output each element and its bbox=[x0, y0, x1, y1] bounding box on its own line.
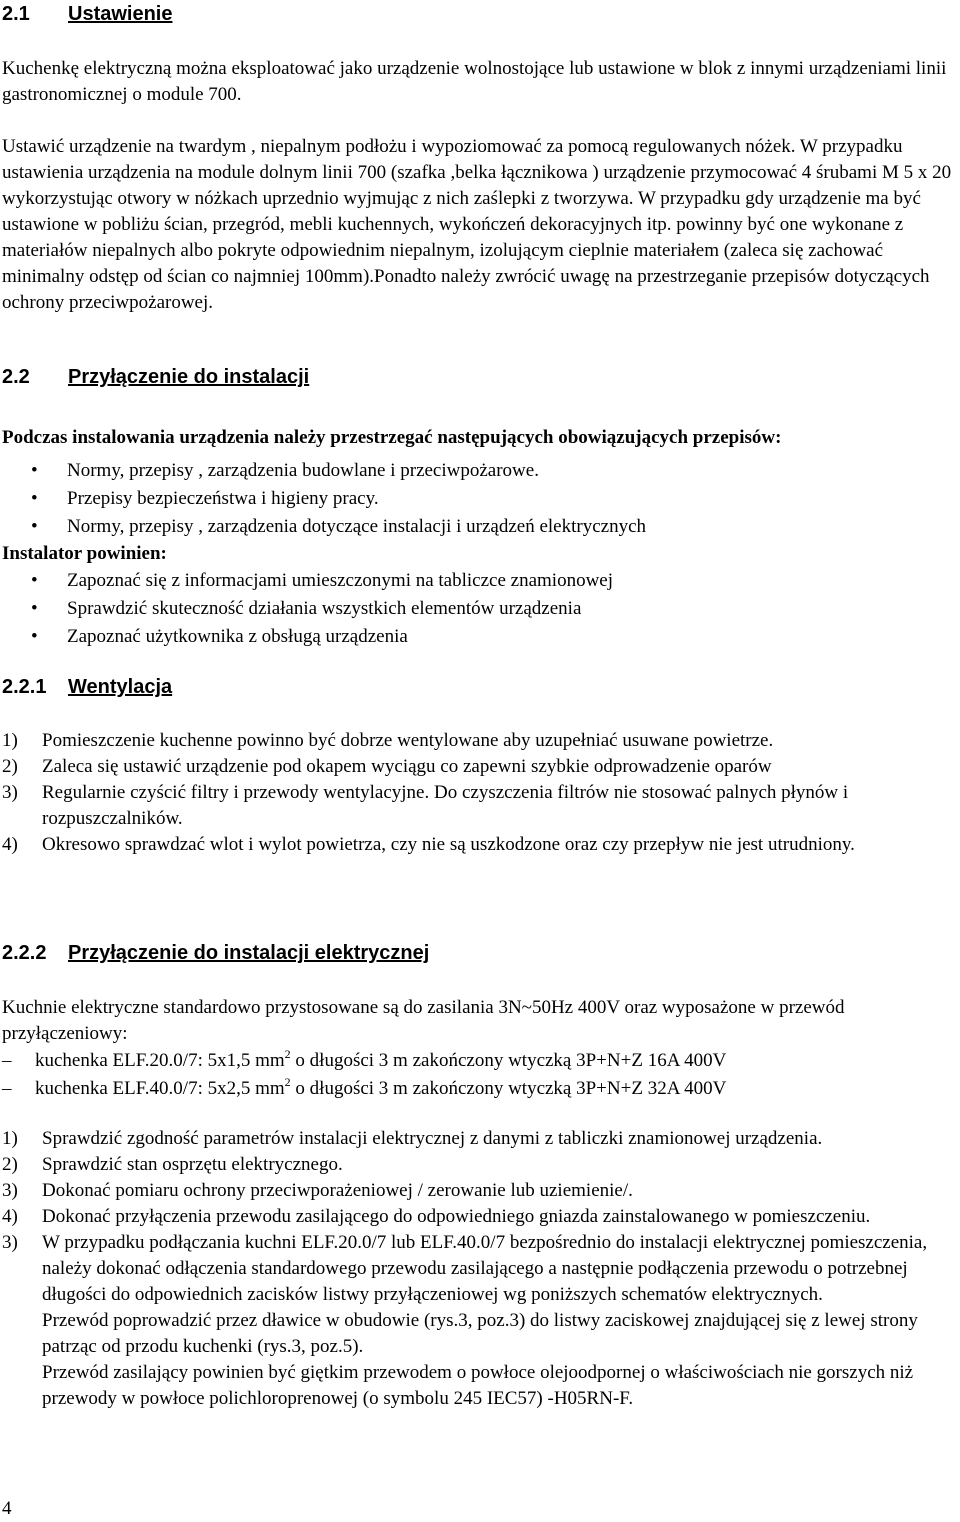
installer-heading: Instalator powinien: bbox=[2, 543, 167, 564]
section-heading-2-2 bbox=[2, 365, 309, 389]
section-number: 2.1 bbox=[2, 3, 30, 25]
bullet-icon: • bbox=[31, 626, 38, 647]
list-item: 2) Sprawdzić stan osprzętu elektrycznego. bbox=[2, 1154, 343, 1175]
section-heading-2-1 bbox=[2, 2, 172, 26]
section-title: Wentylacja bbox=[68, 676, 173, 698]
list-item: – kuchenka ELF.40.0/7: 5x2,5 $mm^2$ o długości 3 m zakończony wtyczką 3P+N+Z 32A 400V bbox=[0, 1076, 950, 1104]
list-item: • Sprawdzić skuteczność działania wszystkich elementów urządzenia bbox=[0, 596, 950, 624]
list-item: 1) Pomieszczenie kuchenne powinno być dobrze wentylowane aby uzupełniać usuwane powietrze. bbox=[2, 730, 774, 751]
installer-duties-list bbox=[0, 568, 950, 652]
list-item: – kuchenka ELF.20.0/7: 5x1,5 $mm^2$ o długości 3 m zakończony wtyczką 3P+N+Z 16A 400V bbox=[0, 1048, 950, 1076]
ventilation-list bbox=[0, 728, 950, 858]
section-heading-2-2-2 bbox=[2, 941, 429, 965]
page-number: 4 bbox=[2, 1498, 12, 1519]
section-title: Przyłączenie do instalacji bbox=[68, 366, 310, 388]
dash-icon: – bbox=[2, 1050, 12, 1071]
list-item: 3) Dokonać pomiaru ochrony przeciwporażeniowej / zerowanie lub uziemienie/. bbox=[2, 1180, 633, 1201]
section-title: Przyłączenie do instalacji elektrycznej bbox=[68, 942, 430, 964]
list-item: 2) Zaleca się ustawić urządzenie pod okapem wyciągu co zapewni szybkie odprowadzenie oparów bbox=[2, 756, 772, 777]
bullet-icon: • bbox=[31, 488, 38, 509]
paragraph-placement-intro: Kuchenkę elektryczną można eksploatować jako urządzenie wolnostojące lub ustawione w blok z innymi urządzeniami linii gastronomicznej o module 700. bbox=[2, 58, 947, 105]
list-item: • Przepisy bezpieczeństwa i higieny pracy. bbox=[0, 486, 950, 514]
regulations-lead: Podczas instalowania urządzenia należy przestrzegać następujących obowiązujących przepisów: bbox=[2, 427, 782, 448]
electrical-steps-list bbox=[0, 1126, 950, 1412]
bullet-icon: • bbox=[31, 598, 38, 619]
dash-icon: – bbox=[2, 1078, 12, 1099]
list-item: 3) W przypadku podłączania kuchni ELF.20.0/7 lub ELF.40.0/7 bezpośrednio do instalacji elektrycznej pomieszczenia, należy dokonać odłączenia standardowego przewodu zasilającego a następnie podłączenia przewodu o potrzebnej długości do odpowiednich zacisków listwy przyłączeniowej wg poniższych schematów elektrycznych. Przewód poprowadzić przez dławice w obudowie (rys.3, poz.3) do listwy zaciskowej znajdującej się z lewej strony patrząc od przodu kuchenki (rys.3, poz.5). Przewód zasilający powinien być giętkim przewodem o powłoce olejoodpornej o właściwościach nie gorszych niż przewody w powłoce polichloroprenowej (o symbolu 245 IEC57) -H05RN-F. bbox=[2, 1232, 928, 1409]
list-item: • Zapoznać użytkownika z obsługą urządzenia bbox=[0, 624, 950, 652]
cable-list bbox=[0, 1048, 950, 1104]
list-item: • Normy, przepisy , zarządzenia dotyczące instalacji i urządzeń elektrycznych bbox=[0, 514, 950, 542]
section-number: 2.2.1 bbox=[2, 676, 47, 698]
bullet-icon: • bbox=[31, 516, 38, 537]
section-title: Ustawienie bbox=[68, 3, 173, 25]
list-item: • Zapoznać się z informacjami umieszczonymi na tabliczce znamionowej bbox=[0, 568, 950, 596]
section-number: 2.2.2 bbox=[2, 942, 47, 964]
section-number: 2.2 bbox=[2, 366, 30, 388]
section-heading-2-2-1 bbox=[2, 675, 172, 699]
list-item: 4) Dokonać przyłączenia przewodu zasilającego do odpowiedniego gniazda zainstalowanego w pomieszczeniu. bbox=[2, 1206, 871, 1227]
list-item: 3) Regularnie czyścić filtry i przewody wentylacyjne. Do czyszczenia filtrów nie stosować palnych płynów i rozpuszczalników. bbox=[2, 782, 849, 829]
bullet-icon: • bbox=[31, 460, 38, 481]
bullet-icon: • bbox=[31, 570, 38, 591]
regulations-list bbox=[0, 458, 950, 542]
list-item: • Normy, przepisy , zarządzenia budowlane i przeciwpożarowe. bbox=[0, 458, 950, 486]
electrical-intro: Kuchnie elektryczne standardowo przystosowane są do zasilania 3N~50Hz 400V oraz wyposażone w przewód przyłączeniowy: bbox=[2, 997, 845, 1044]
paragraph-placement-details: Ustawić urządzenie na twardym , niepalnym podłożu i wypoziomować za pomocą regulowanych nóżek. W przypadku ustawienia urządzenia na module dolnym linii 700 (szafka ,belka łącznikowa ) urządzenie przymocować 4 śrubami M 5 x 20 wykorzystując otwory w nóżkach uprzednio wyjmując z nich zaślepki z tworzywa. W przypadku gdy urządzenie ma być ustawione w pobliżu ścian, przegród, mebli kuchennych, wykończeń dekoracyjnych itp. powinny być one wykonane z materiałów niepalnych albo pokryte odpowiednim niepalnym, izolującym cieplnie materiałem (zaleca się zachować minimalny odstęp od ścian co najmniej 100mm).Ponadto należy zwrócić uwagę na przestrzeganie przepisów dotyczących ochrony przeciwpożarowej. bbox=[2, 136, 952, 313]
list-item: 4) Okresowo sprawdzać wlot i wylot powietrza, czy nie są uszkodzone oraz czy przepływ nie jest utrudniony. bbox=[2, 834, 855, 855]
list-item: 1) Sprawdzić zgodność parametrów instalacji elektrycznej z danymi z tabliczki znamionowej urządzenia. bbox=[2, 1128, 823, 1149]
